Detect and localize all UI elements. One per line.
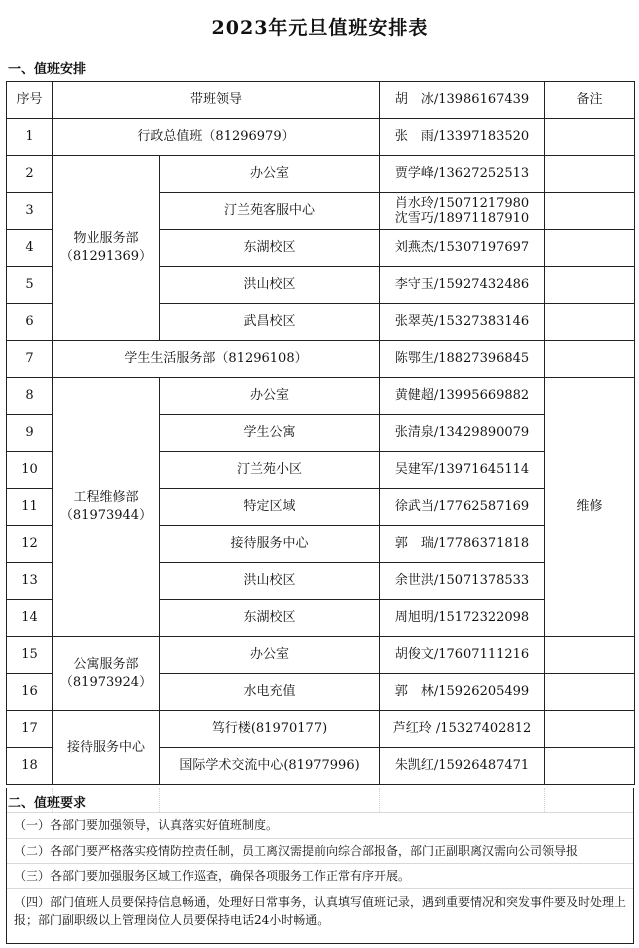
row-num: 18: [7, 748, 53, 785]
unit-cell: 东湖校区: [160, 600, 380, 637]
row-num: 14: [7, 600, 53, 637]
row-num: 7: [7, 341, 53, 378]
header-note: 备注: [545, 82, 635, 119]
row-num: 9: [7, 415, 53, 452]
row-num: 12: [7, 526, 53, 563]
row-num: 3: [7, 193, 53, 230]
person-cell: 贾学峰/13627252513: [380, 156, 545, 193]
row-num: 4: [7, 230, 53, 267]
note-cell: [545, 304, 635, 341]
row-num: 6: [7, 304, 53, 341]
person-cell: 周旭明/15172322098: [380, 600, 545, 637]
person-cell: 胡俊文/17607111216: [380, 637, 545, 674]
unit-cell: 水电充值: [160, 674, 380, 711]
note-cell: [545, 711, 635, 748]
requirement-1: （一）各部门要加强领导，认真落实好值班制度。: [14, 818, 279, 832]
person-cell: 郭 瑞/17786371818: [380, 526, 545, 563]
person-cell: 张翠英/15327383146: [380, 304, 545, 341]
header-num: 序号: [7, 82, 53, 119]
row-num: 2: [7, 156, 53, 193]
unit-cell: 学生公寓: [160, 415, 380, 452]
dept-cell: 学生生活服务部（81296108）: [53, 341, 380, 378]
row-num: 8: [7, 378, 53, 415]
unit-cell: 汀兰苑小区: [160, 452, 380, 489]
note-cell: [545, 637, 635, 674]
unit-cell: 武昌校区: [160, 304, 380, 341]
person-cell: 张清泉/13429890079: [380, 415, 545, 452]
person-cell: 刘燕杰/15307197697: [380, 230, 545, 267]
person-cell: 吴建军/13971645114: [380, 452, 545, 489]
unit-cell: 洪山校区: [160, 563, 380, 600]
person-cell: 郭 林/15926205499: [380, 674, 545, 711]
person-cell: 余世洪/15071378533: [380, 563, 545, 600]
unit-cell: 特定区域: [160, 489, 380, 526]
unit-cell: 办公室: [160, 637, 380, 674]
group-engineering: 工程维修部 （81973944）: [53, 378, 160, 637]
requirement-3: （三）各部门要加强服务区域工作巡查，确保各项服务工作正常有序开展。: [14, 869, 411, 883]
person-cell: 黄健超/13995669882: [380, 378, 545, 415]
row-num: 17: [7, 711, 53, 748]
person-cell: 张 雨/13397183520: [380, 119, 545, 156]
note-cell: [545, 341, 635, 378]
group-apartment: 公寓服务部 （81973924）: [53, 637, 160, 711]
row-num: 10: [7, 452, 53, 489]
row-num: 11: [7, 489, 53, 526]
duty-table: [6, 81, 635, 785]
note-cell: [545, 193, 635, 230]
requirement-4: （四）部门值班人员要保持信息畅通，处理好日常事务，认真填写值班记录，遇到重要情况和突发事件要及时处理上报；部门副职级以上管理岗位人员要保持电话24小时畅通。: [14, 895, 627, 927]
header-person: 胡 冰/13986167439: [380, 82, 545, 119]
unit-cell: 汀兰苑客服中心: [160, 193, 380, 230]
section-duty-requirements: 二、值班要求: [8, 796, 87, 811]
row-num: 13: [7, 563, 53, 600]
unit-cell: 国际学术交流中心(81977996): [160, 748, 380, 785]
page-title: 2023年元旦值班安排表: [211, 17, 429, 39]
unit-cell: 笃行楼(81970177): [160, 711, 380, 748]
row-num: 5: [7, 267, 53, 304]
group-reception: 接待服务中心: [53, 711, 160, 785]
group-property: 物业服务部 （81291369）: [53, 156, 160, 341]
note-cell: [545, 267, 635, 304]
dept-cell: 行政总值班（81296979）: [53, 119, 380, 156]
row-num: 15: [7, 637, 53, 674]
person-cell: 徐武当/17762587169: [380, 489, 545, 526]
note-cell: [545, 748, 635, 785]
note-repair: 维修: [545, 378, 635, 637]
note-cell: [545, 230, 635, 267]
note-cell: [545, 674, 635, 711]
person-cell: 李守玉/15927432486: [380, 267, 545, 304]
requirement-2: （二）各部门要严格落实疫情防控责任制，员工离汉需提前向综合部报备，部门正副职离汉需向公司领导报: [14, 844, 579, 858]
unit-cell: 接待服务中心: [160, 526, 380, 563]
person-cell: 朱凯红/15926487471: [380, 748, 545, 785]
person-cell: 芦红玲 /15327402812: [380, 711, 545, 748]
unit-cell: 办公室: [160, 156, 380, 193]
section-duty-arrangement: 一、值班安排: [8, 62, 87, 77]
row-num: 1: [7, 119, 53, 156]
header-leader: 带班领导: [53, 82, 380, 119]
unit-cell: 洪山校区: [160, 267, 380, 304]
unit-cell: 办公室: [160, 378, 380, 415]
person-cell: 陈鄂生/18827396845: [380, 341, 545, 378]
unit-cell: 东湖校区: [160, 230, 380, 267]
row-num: 16: [7, 674, 53, 711]
person-cell: 肖水玲/15071217980 沈雪巧/18971187910: [380, 193, 545, 230]
note-cell: [545, 119, 635, 156]
note-cell: [545, 156, 635, 193]
